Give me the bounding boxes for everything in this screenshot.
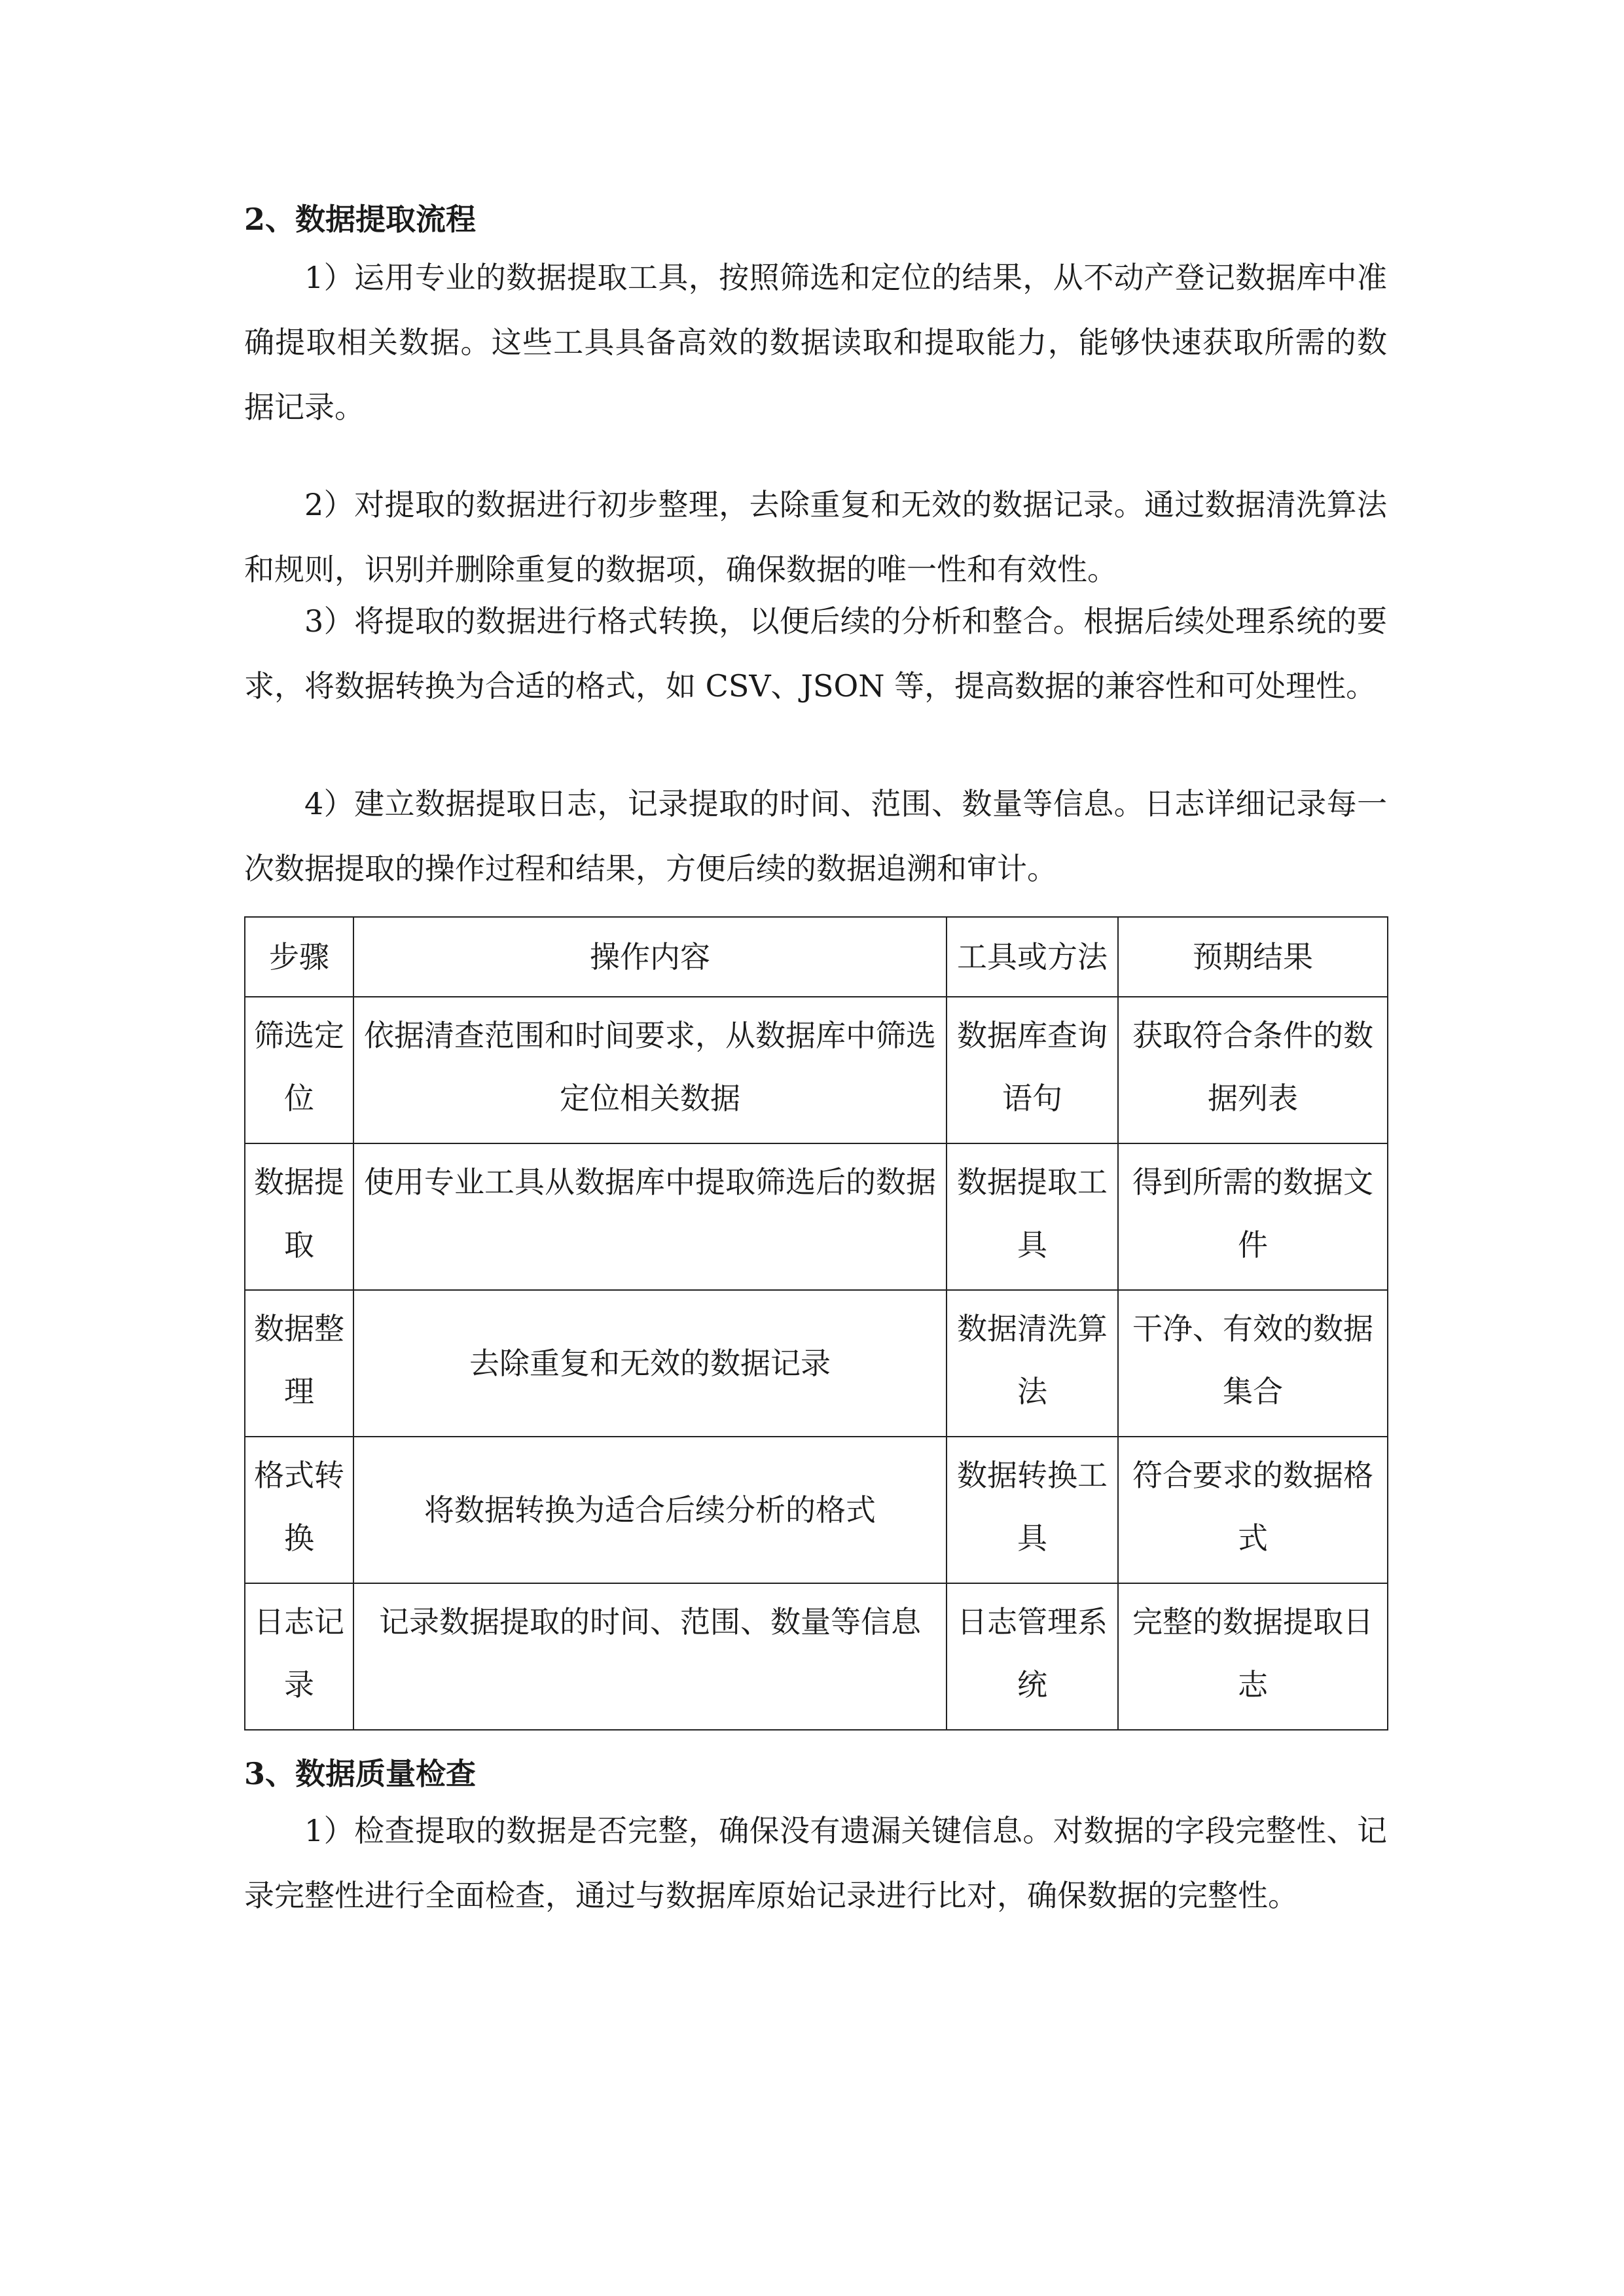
cell-step: 格式转换 bbox=[245, 1437, 353, 1583]
cell-operation: 记录数据提取的时间、范围、数量等信息 bbox=[353, 1583, 947, 1730]
cell-result: 符合要求的数据格式 bbox=[1118, 1437, 1388, 1583]
cell-operation: 将数据转换为适合后续分析的格式 bbox=[353, 1437, 947, 1583]
cell-tool: 数据库查询语句 bbox=[947, 997, 1118, 1143]
cell-step: 筛选定位 bbox=[245, 997, 353, 1143]
cell-result: 得到所需的数据文件 bbox=[1118, 1143, 1388, 1290]
cell-step: 数据提取 bbox=[245, 1143, 353, 1290]
header-operation: 操作内容 bbox=[353, 917, 947, 997]
table-row bbox=[245, 1583, 1388, 1730]
header-step: 步骤 bbox=[245, 917, 353, 997]
header-result: 预期结果 bbox=[1118, 917, 1388, 997]
table-row bbox=[245, 1437, 1388, 1583]
table-row bbox=[245, 1143, 1388, 1290]
table-row bbox=[245, 997, 1388, 1143]
section-2-paragraph-4: 4）建立数据提取日志，记录提取的时间、范围、数量等信息。日志详细记录每一次数据提取的操作过程和结果，方便后续的数据追溯和审计。 bbox=[244, 786, 1387, 886]
cell-tool: 日志管理系统 bbox=[947, 1583, 1118, 1730]
section-2-paragraph-1: 1）运用专业的数据提取工具，按照筛选和定位的结果，从不动产登记数据库中准确提取相关数据。这些工具具备高效的数据读取和提取能力，能够快速获取所需的数据记录。 bbox=[244, 260, 1387, 425]
section-3-paragraph-1: 1）检查提取的数据是否完整，确保没有遗漏关键信息。对数据的字段完整性、记录完整性进行全面检查，通过与数据库原始记录进行比对，确保数据的完整性。 bbox=[244, 1813, 1387, 1913]
cell-result: 干净、有效的数据集合 bbox=[1118, 1290, 1388, 1437]
section-3-heading: 3、数据质量检查 bbox=[244, 1756, 477, 1791]
cell-result: 完整的数据提取日志 bbox=[1118, 1583, 1388, 1730]
section-2-paragraph-3: 3）将提取的数据进行格式转换，以便后续的分析和整合。根据后续处理系统的要求，将数据转换为合适的格式，如 CSV、JSON 等，提高数据的兼容性和可处理性。 bbox=[244, 603, 1387, 704]
header-tool: 工具或方法 bbox=[947, 917, 1118, 997]
cell-result: 获取符合条件的数据列表 bbox=[1118, 997, 1388, 1143]
cell-tool: 数据提取工具 bbox=[947, 1143, 1118, 1290]
cell-tool: 数据清洗算法 bbox=[947, 1290, 1118, 1437]
data-extraction-table bbox=[244, 916, 1388, 1731]
cell-tool: 数据转换工具 bbox=[947, 1437, 1118, 1583]
section-2-paragraph-2: 2）对提取的数据进行初步整理，去除重复和无效的数据记录。通过数据清洗算法和规则，识别并删除重复的数据项，确保数据的唯一性和有效性。 bbox=[244, 487, 1387, 587]
section-2-heading: 2、数据提取流程 bbox=[244, 202, 477, 237]
table-row bbox=[245, 1290, 1388, 1437]
cell-step: 日志记录 bbox=[245, 1583, 353, 1730]
cell-operation: 去除重复和无效的数据记录 bbox=[353, 1290, 947, 1437]
table-header-row bbox=[245, 917, 1388, 997]
cell-operation: 依据清查范围和时间要求，从数据库中筛选定位相关数据 bbox=[353, 997, 947, 1143]
cell-step: 数据整理 bbox=[245, 1290, 353, 1437]
cell-operation: 使用专业工具从数据库中提取筛选后的数据 bbox=[353, 1143, 947, 1290]
